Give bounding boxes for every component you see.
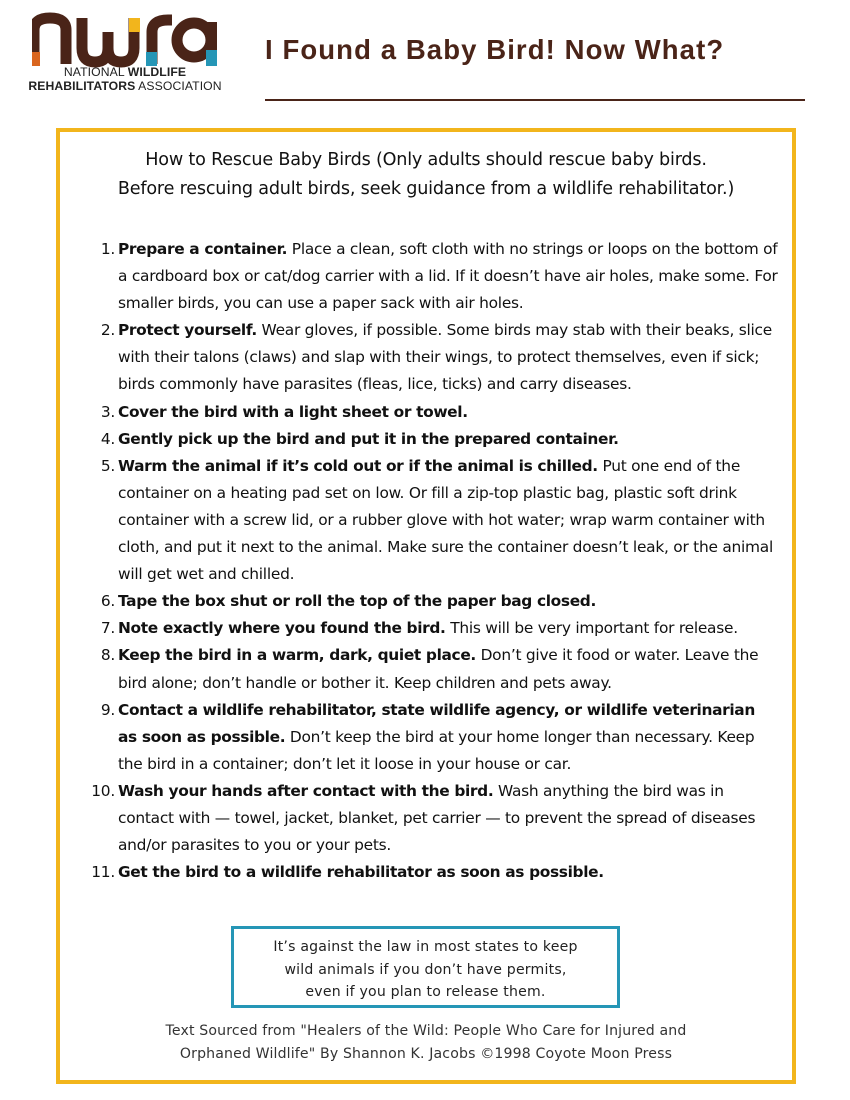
step-text: This will be very important for release. [445,619,738,638]
intro-line2: Before rescuing adult birds, seek guidance from a wildlife rehabilitator.) [117,179,735,199]
source-line2: Orphaned Wildlife" By Shannon K. Jacobs ©1998 Coyote Moon Press [179,1045,673,1062]
step-item-1 [88,236,778,317]
logo-line1-bold: WILDLIFE [127,65,187,79]
step-number: 4. [100,429,115,448]
source-line1: Text Sourced from "Healers of the Wild: People Who Care for Injured and [165,1023,687,1039]
step-bold: Tape the box shut or roll the top of the paper bag closed. [118,592,596,611]
logo-line2-regular: ASSOCIATION [135,79,222,93]
step-bold: Contact a wildlife rehabilitator, state wildlife agency, or wildlife veterinarian as soon as possible. [118,700,755,746]
rescue-steps-list [88,236,778,886]
step-text: Wear gloves, if possible. Some birds may stab with their beaks, slice with their talons (claws) and slap with their wings, to protect themselves, even if sick; birds commonly have parasites (fleas, lice, ticks) and carry diseases. [118,321,772,394]
title-divider [265,99,805,101]
step-bold: Keep the bird in a warm, dark, quiet place. [118,646,476,665]
step-text: Place a clean, soft cloth with no strings or loops on the bottom of a cardboard box or cat/dog carrier with a lid. If it doesn’t have air holes, make some. For smaller birds, you can use a paper sack with air holes. [118,240,778,313]
legal-notice-box [231,926,620,1008]
step-bold: Warm the animal if it’s cold out or if the animal is chilled. [118,456,598,475]
step-text: Wash anything the bird was in contact with — towel, jacket, blanket, pet carrier — to prevent the spread of diseases and/or parasites to you or your pets. [118,781,756,855]
logo-line2-bold: REHABILITATORS [28,79,136,93]
step-bold: Note exactly where you found the bird. [118,619,446,638]
step-number: 3. [100,402,115,421]
step-item-9 [88,697,778,778]
logo-caption [10,65,240,93]
step-item-11 [88,859,778,886]
source-citation [60,1020,792,1065]
step-bold: Get the bird to a wildlife rehabilitator as soon as possible. [118,863,604,882]
step-number: 2. [100,321,115,340]
step-bold: Protect yourself. [118,321,257,340]
step-item-8 [88,642,778,696]
notice-line1: It’s against the law in most states to keep [273,939,578,955]
legal-notice-text [234,936,617,1004]
intro-heading [60,146,792,204]
step-text: Don’t keep the bird at your home longer than necessary. Keep the bird in a container; don’t let it loose in your house or car. [118,727,755,773]
step-item-7 [88,615,778,642]
step-number: 7. [100,619,115,638]
step-number: 8. [100,646,115,665]
step-item-6 [88,588,778,615]
step-bold: Prepare a container. [118,240,288,258]
step-number: 10. [91,781,115,800]
step-item-10 [88,778,778,859]
step-number: 6. [100,592,115,611]
page-title: I Found a Baby Bird! Now What? [265,34,725,65]
step-text: Don’t give it food or water. Leave the bird alone; don’t handle or bother it. Keep children and pets away. [118,646,759,692]
step-number: 5. [100,456,115,475]
step-item-2 [88,317,778,398]
logo-line1-regular: NATIONAL [63,65,128,79]
step-item-4 [88,426,778,453]
step-text: Put one end of the container on a heating pad set on low. Or fill a zip-top plastic bag, plastic soft drink container with a screw lid, or a rubber glove with hot water; wrap warm container with cloth, and put it next to the animal. Make sure the container doesn’t leak, or the animal will get wet and chilled. [118,456,773,584]
step-bold: Wash your hands after contact with the bird. [118,781,494,800]
intro-line1: How to Rescue Baby Birds (Only adults should rescue baby birds. [145,150,707,170]
notice-line3: even if you plan to release them. [305,984,546,1000]
nwra-logo [10,12,240,98]
notice-line2: wild animals if you don’t have permits, [284,961,567,978]
step-number: 1. [100,240,115,258]
nwra-logo-mark [32,12,218,68]
step-bold: Gently pick up the bird and put it in the prepared container. [118,429,619,448]
step-number: 9. [100,700,115,719]
step-number: 11. [91,863,115,882]
step-bold: Cover the bird with a light sheet or towel. [118,402,468,421]
step-item-5 [88,453,778,588]
step-item-3 [88,399,778,426]
